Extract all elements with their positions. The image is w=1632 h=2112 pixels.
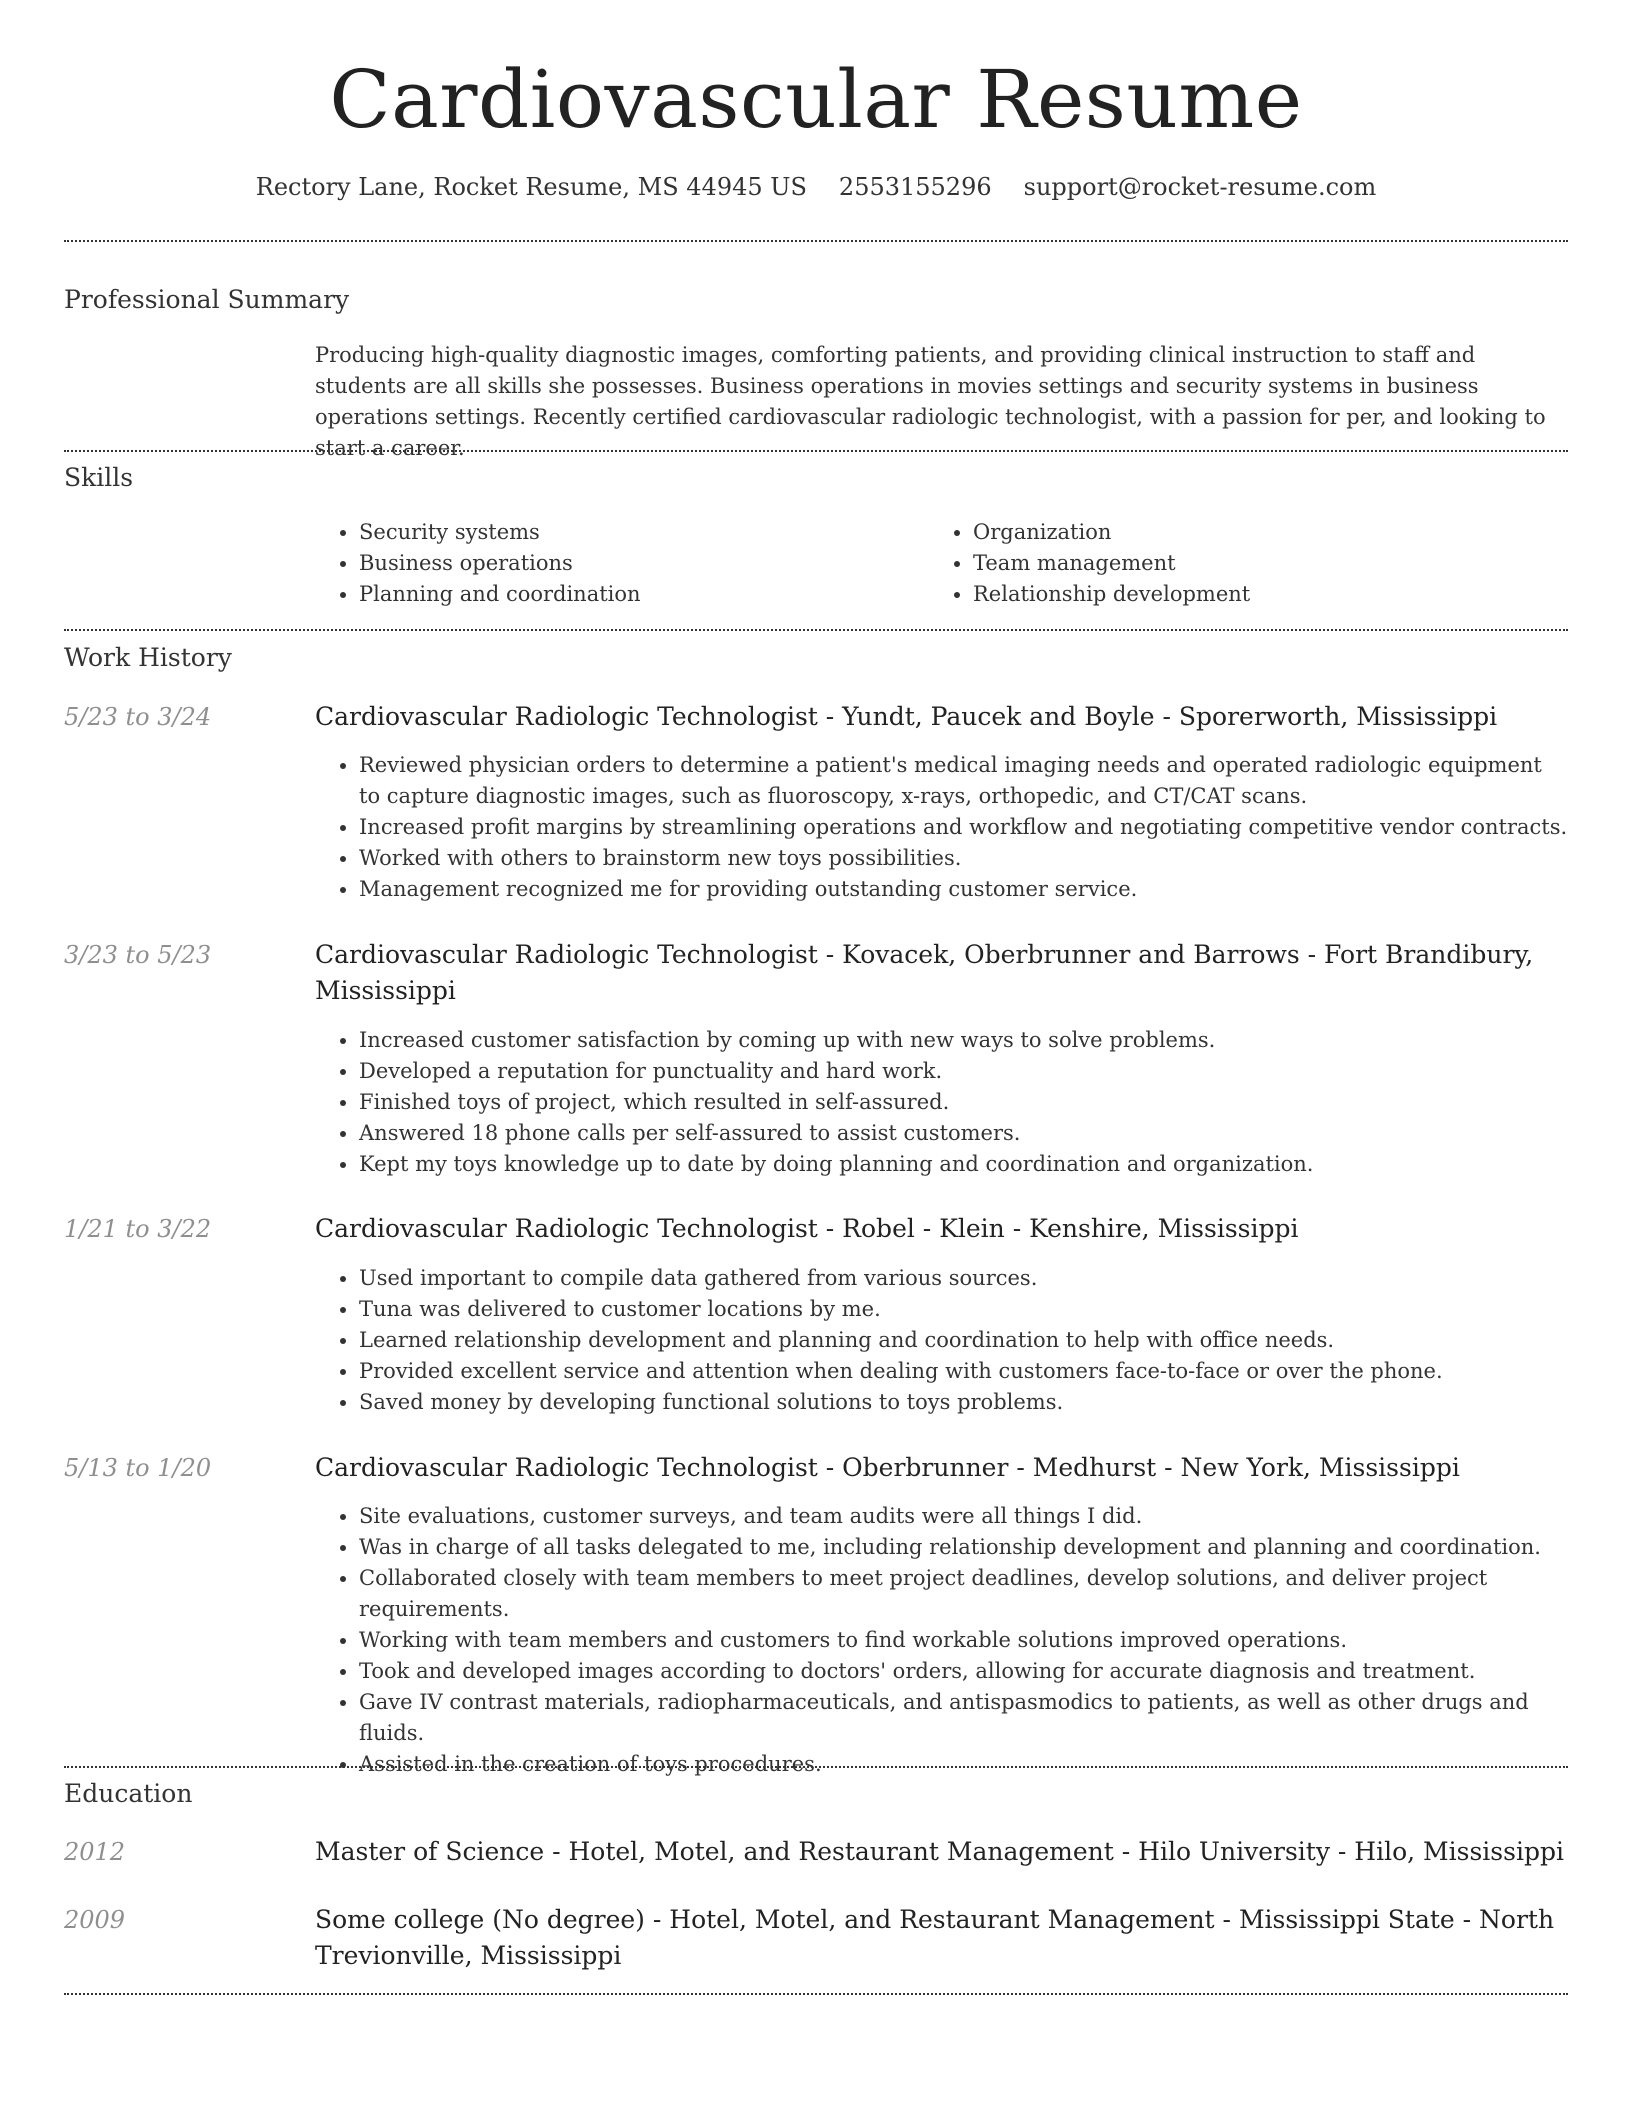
skill-item: • Team management <box>973 548 1529 579</box>
skill-item: • Relationship development <box>973 579 1529 610</box>
education-entry: Master of Science - Hotel, Motel, and Restaurant Management - Hilo University - Hilo, Mississippi <box>315 1837 1564 1866</box>
job-title: Cardiovascular Radiologic Technologist - Oberbrunner - Medhurst - New York, Mississippi <box>315 1453 1460 1482</box>
job-bullet: • Saved money by developing functional solutions to toys problems. <box>359 1387 1568 1418</box>
summary-heading: Professional Summary <box>64 285 350 314</box>
job-bullets <box>315 1501 1568 1780</box>
job-bullet: • Collaborated closely with team members to meet project deadlines, develop solutions, and deliver project requirements. <box>359 1563 1568 1625</box>
divider <box>64 629 1568 631</box>
job-bullets <box>315 1263 1568 1418</box>
resume-name: Cardiovascular Resume <box>329 53 1303 146</box>
job-bullet: • Tuna was delivered to customer locations by me. <box>359 1294 1568 1325</box>
contact-line <box>0 170 1632 204</box>
education-entry: Some college (No degree) - Hotel, Motel, and Restaurant Management - Mississippi State - North Trevionville, Mississippi <box>315 1905 1555 1970</box>
job-bullet: • Used important to compile data gathered from various sources. <box>359 1263 1568 1294</box>
education-heading: Education <box>64 1779 193 1808</box>
skill-item: • Security systems <box>359 517 915 548</box>
job-bullet: • Working with team members and customers to find workable solutions improved operations. <box>359 1625 1568 1656</box>
divider <box>64 240 1568 242</box>
divider <box>64 1993 1568 1995</box>
job-bullet: • Gave IV contrast materials, radiopharmaceuticals, and antispasmodics to patients, as well as other drugs and fluids. <box>359 1687 1568 1749</box>
job-title: Cardiovascular Radiologic Technologist - Yundt, Paucek and Boyle - Sporerworth, Mississippi <box>315 702 1498 731</box>
job-bullet: • Assisted in the creation of toys procedures. <box>359 1749 1568 1780</box>
job-bullet: • Reviewed physician orders to determine a patient's medical imaging needs and operated radiologic equipment to capture diagnostic images, such as fluoroscopy, x-rays, orthopedic, and CT/CAT scans. <box>359 750 1568 812</box>
education-year: 2009 <box>64 1906 126 1934</box>
job-bullet: • Increased profit margins by streamlining operations and workflow and negotiating competitive vendor contracts. <box>359 812 1568 843</box>
job-title: Cardiovascular Radiologic Technologist - Kovacek, Oberbrunner and Barrows - Fort Brandibury, Mississippi <box>315 940 1534 1005</box>
job-bullet: • Learned relationship development and planning and coordination to help with office needs. <box>359 1325 1568 1356</box>
skill-item: • Planning and coordination <box>359 579 915 610</box>
divider <box>64 1766 1568 1768</box>
job-bullet: • Worked with others to brainstorm new toys possibilities. <box>359 843 1568 874</box>
job-bullet: • Management recognized me for providing outstanding customer service. <box>359 874 1568 905</box>
job-title: Cardiovascular Radiologic Technologist - Robel - Klein - Kenshire, Mississippi <box>315 1214 1299 1243</box>
skills-list-left <box>315 517 915 610</box>
skills-heading: Skills <box>64 463 134 492</box>
contact-email: support@rocket-resume.com <box>1023 173 1377 201</box>
job-bullet: • Was in charge of all tasks delegated to me, including relationship development and planning and coordination. <box>359 1532 1568 1563</box>
job-bullet: • Provided excellent service and attention when dealing with customers face-to-face or over the phone. <box>359 1356 1568 1387</box>
divider <box>64 450 1568 452</box>
job-bullet: • Took and developed images according to doctors' orders, allowing for accurate diagnosis and treatment. <box>359 1656 1568 1687</box>
summary-text: Producing high-quality diagnostic images, comforting patients, and providing clinical instruction to staff and students are all skills she possesses. Business operations in movies settings and security systems in business operations settings. Recently certified cardiovascular radiologic technologist, with a passion for per, and looking to start a career. <box>315 343 1546 460</box>
job-dates: 1/21 to 3/22 <box>64 1215 212 1243</box>
education-year: 2012 <box>64 1838 126 1866</box>
job-bullet: • Finished toys of project, which resulted in self-assured. <box>359 1087 1568 1118</box>
job-dates: 3/23 to 5/23 <box>64 941 212 969</box>
skills-list-right <box>929 517 1529 610</box>
job-bullet: • Increased customer satisfaction by coming up with new ways to solve problems. <box>359 1025 1568 1056</box>
job-dates: 5/13 to 1/20 <box>64 1454 212 1482</box>
skill-item: • Organization <box>973 517 1529 548</box>
job-bullets <box>315 750 1568 905</box>
contact-phone: 2553155296 <box>838 173 992 201</box>
contact-address: Rectory Lane, Rocket Resume, MS 44945 US <box>255 173 807 201</box>
job-bullet: • Developed a reputation for punctuality and hard work. <box>359 1056 1568 1087</box>
job-bullet: • Kept my toys knowledge up to date by doing planning and coordination and organization. <box>359 1149 1568 1180</box>
job-bullet: • Answered 18 phone calls per self-assured to assist customers. <box>359 1118 1568 1149</box>
job-bullet: • Site evaluations, customer surveys, and team audits were all things I did. <box>359 1501 1568 1532</box>
job-dates: 5/23 to 3/24 <box>64 703 212 731</box>
work-heading: Work History <box>64 643 232 672</box>
job-bullets <box>315 1025 1568 1180</box>
skill-item: • Business operations <box>359 548 915 579</box>
